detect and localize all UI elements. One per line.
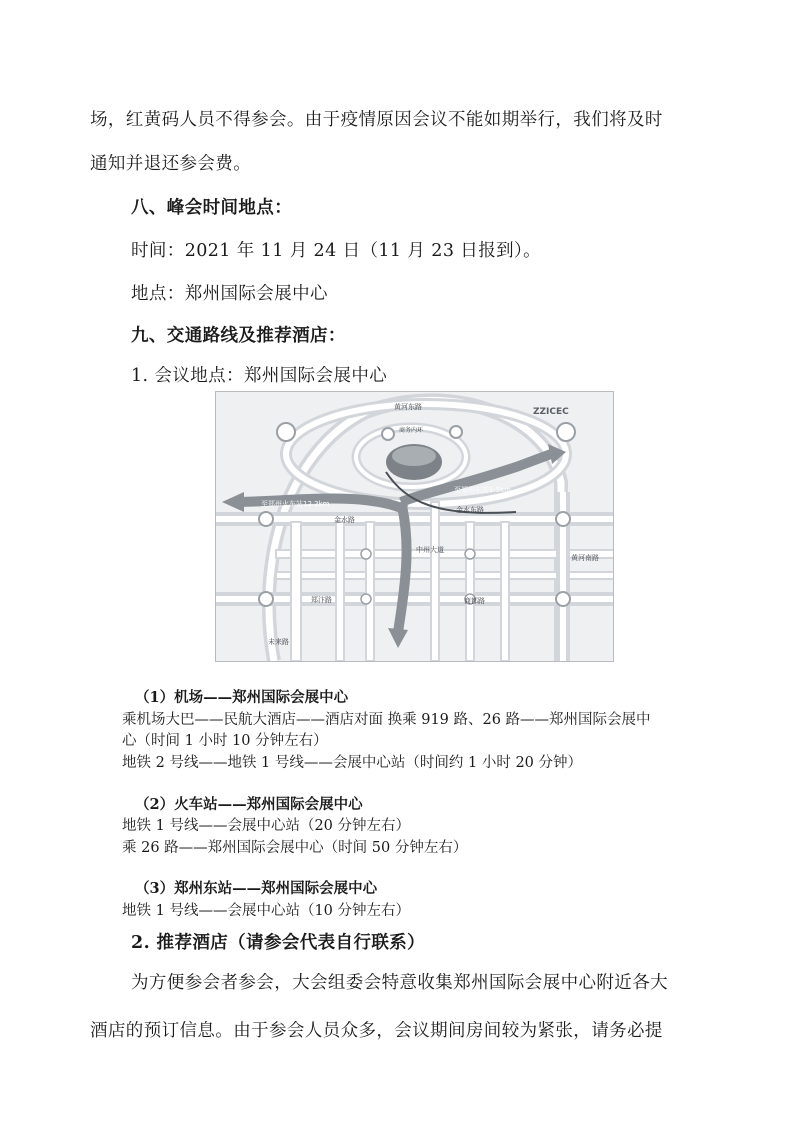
route-detail: 地铁 1 号线——会展中心站（20 分钟左右） (122, 818, 411, 834)
map-label: 至郑州东站1.5km (454, 486, 512, 494)
route-detail: 心（时间 1 小时 10 分钟左右） (122, 733, 328, 749)
section-heading: 八、峰会时间地点： (131, 198, 293, 218)
map-label: 中州大道 (416, 546, 444, 554)
subsection-heading: 1. 会议地点：郑州国际会展中心 (131, 366, 388, 386)
route-detail: 乘 26 路——郑州国际会展中心（时间 50 分钟左右） (122, 840, 468, 856)
body-text-line: 酒店的预订信息。由于参会人员众多，会议期间房间较为紧张，请务必提 (90, 1021, 663, 1041)
map-label: 黄河东路 (394, 403, 422, 411)
map-label: 商务内环 (399, 427, 424, 434)
route-heading: （3）郑州东站——郑州国际会展中心 (135, 880, 378, 897)
map-label: 郑汴路 (311, 596, 332, 604)
body-text-line: 通知并退还参会费。 (90, 154, 252, 174)
route-heading: （1）机场——郑州国际会展中心 (135, 689, 349, 706)
venue-map (215, 391, 614, 662)
route-detail: 地铁 1 号线——会展中心站（10 分钟左右） (122, 903, 411, 919)
body-text-line: 为方便参会者参会，大会组委会特意收集郑州国际会展中心附近各大 (131, 973, 668, 993)
section-heading: 九、交通路线及推荐酒店： (131, 326, 346, 346)
map-label: 黄河南路 (571, 554, 599, 562)
meeting-time: 时间：2021 年 11 月 24 日（11 月 23 日报到）。 (131, 241, 542, 261)
map-label: ZZICEC (533, 407, 569, 417)
map-graphic (216, 392, 613, 661)
route-detail: 乘机场大巴——民航大酒店——酒店对面 换乘 919 路、26 路——郑州国际会展中 (122, 712, 651, 728)
meeting-place: 地点：郑州国际会展中心 (131, 284, 328, 304)
route-heading: （2）火车站——郑州国际会展中心 (135, 796, 363, 813)
map-label: 金水路 (334, 516, 355, 524)
map-label: 至郑州火车站12.2km (261, 500, 330, 508)
subsection-heading: 2. 推荐酒店（请参会代表自行联系） (131, 933, 426, 953)
route-detail: 地铁 2 号线——地铁 1 号线——会展中心站（时间约 1 小时 20 分钟） (122, 755, 582, 771)
map-label: 未来路 (268, 638, 289, 646)
map-label: 金水东路 (456, 506, 484, 514)
body-text-line: 场，红黄码人员不得参会。由于疫情原因会议不能如期举行，我们将及时 (90, 110, 663, 130)
map-label: 商都路 (464, 597, 485, 605)
